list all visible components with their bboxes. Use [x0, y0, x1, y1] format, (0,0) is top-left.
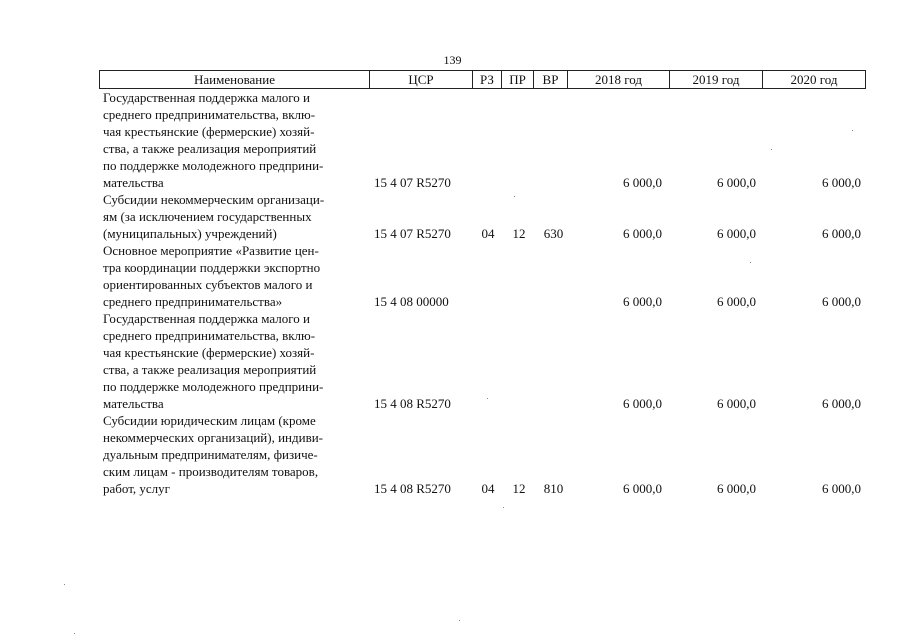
scan-speck: [750, 262, 751, 263]
row-2020: 6 000,0: [822, 481, 861, 496]
table-row: [99, 191, 866, 242]
row-2019: 6 000,0: [717, 175, 756, 190]
row-csr: 15 4 08 R5270: [374, 396, 451, 411]
row-vr: 810: [543, 481, 564, 496]
row-vr: 630: [543, 226, 564, 241]
row-2018: 6 000,0: [623, 294, 662, 309]
row-csr: 15 4 07 R5270: [374, 226, 451, 241]
row-2020: 6 000,0: [822, 294, 861, 309]
scan-speck: [74, 633, 75, 634]
row-2020: 6 000,0: [822, 396, 861, 411]
row-2018: 6 000,0: [623, 481, 662, 496]
row-csr: 15 4 07 R5270: [374, 175, 451, 190]
header-2020: 2020 год: [762, 71, 866, 88]
row-2019: 6 000,0: [717, 481, 756, 496]
row-name: Государственная поддержка малого и среднего предпринимательства, вклю- чая крестьянские (фермерские) хозяй- ства, а также реализация мероприятий по поддержке молодежного предприни- мательства: [103, 311, 324, 411]
header-csr: ЦСР: [369, 71, 472, 88]
row-name: Основное мероприятие «Развитие цен- тра координации поддержки экспортно ориентированных субъектов малого и среднего предпринимательства»: [103, 243, 321, 309]
header-2018: 2018 год: [567, 71, 669, 88]
header-vr: ВР: [533, 71, 567, 88]
scan-speck: [514, 196, 515, 197]
header-name: Наименование: [99, 71, 369, 88]
scan-speck: [503, 507, 504, 508]
scan-speck: [487, 398, 488, 399]
scan-speck: [459, 620, 460, 621]
scan-speck: [64, 584, 65, 585]
table-row: [99, 242, 866, 310]
table-row: [99, 412, 866, 497]
row-2020: 6 000,0: [822, 175, 861, 190]
header-rz: РЗ: [472, 71, 501, 88]
scan-speck: [771, 149, 772, 150]
row-2018: 6 000,0: [623, 396, 662, 411]
row-pr: 12: [512, 226, 526, 241]
row-name: Государственная поддержка малого и среднего предпринимательства, вклю- чая крестьянские (фермерские) хозяй- ства, а также реализация мероприятий по поддержке молодежного предприни- мательства: [103, 90, 324, 190]
header-2019: 2019 год: [669, 71, 762, 88]
table-row: [99, 89, 866, 191]
row-2019: 6 000,0: [717, 226, 756, 241]
page-number: 139: [443, 53, 462, 67]
row-2020: 6 000,0: [822, 226, 861, 241]
scan-speck: [852, 130, 853, 131]
row-name: Субсидии юридическим лицам (кроме некоммерческих организаций), индиви- дуальным предпринимателям, физиче- ским лицам - производителям товаров, работ, услуг: [103, 413, 323, 496]
row-csr: 15 4 08 R5270: [374, 481, 451, 496]
row-pr: 12: [512, 481, 526, 496]
row-csr: 15 4 08 00000: [374, 294, 449, 309]
header-pr: ПР: [501, 71, 533, 88]
row-rz: 04: [481, 226, 495, 241]
row-name: Субсидии некоммерческим организаци- ям (за исключением государственных (муниципальных) учреждений): [103, 192, 325, 241]
row-2019: 6 000,0: [717, 396, 756, 411]
table-row: [99, 310, 866, 412]
row-2018: 6 000,0: [623, 175, 662, 190]
row-2019: 6 000,0: [717, 294, 756, 309]
row-rz: 04: [481, 481, 495, 496]
row-2018: 6 000,0: [623, 226, 662, 241]
table-header: [99, 70, 866, 89]
